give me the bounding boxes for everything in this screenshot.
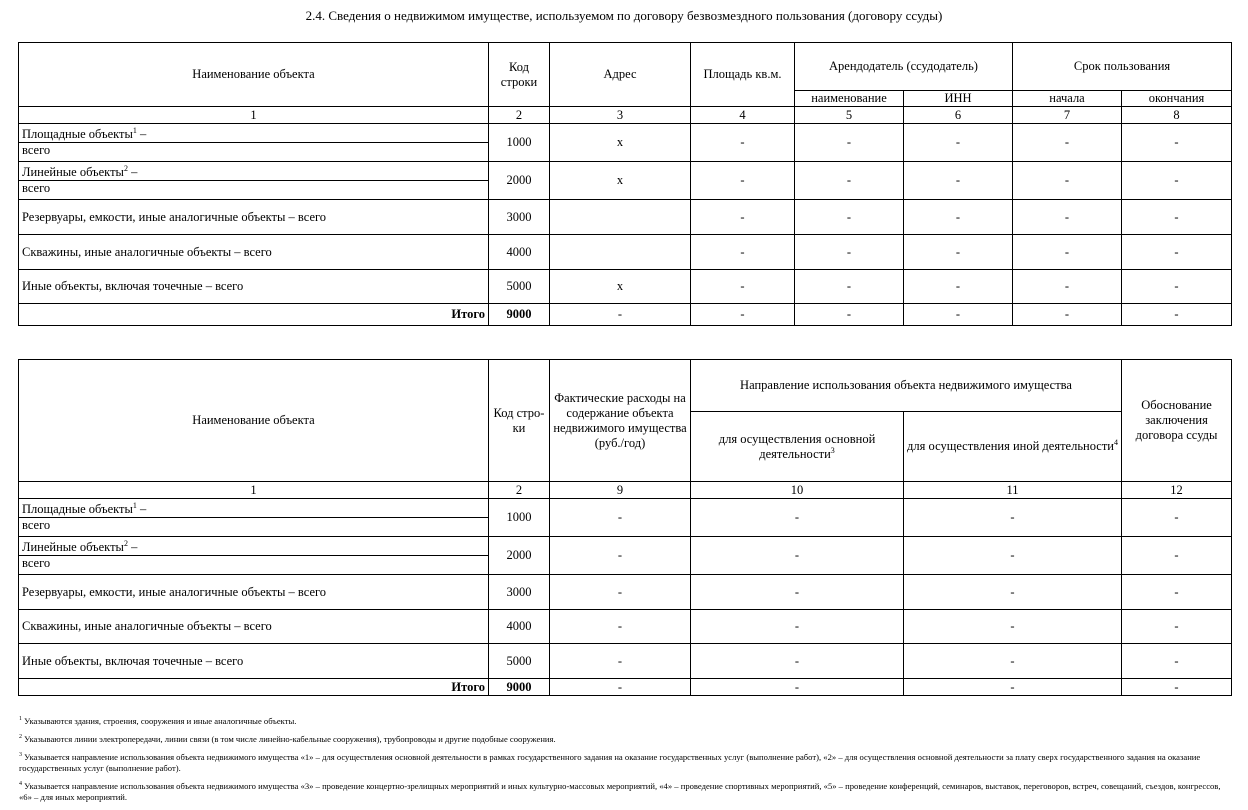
cell-address: x	[550, 162, 691, 200]
cell-area: -	[691, 162, 795, 200]
row-code: 1000	[489, 124, 550, 162]
total-label: Итого	[19, 304, 489, 326]
cell-lessor-name: -	[795, 124, 904, 162]
header-term: Срок пользования	[1013, 43, 1232, 91]
column-number: 8	[1122, 107, 1232, 124]
total-row	[19, 304, 1232, 326]
row-code: 2000	[489, 162, 550, 200]
row-name: Скважины, иные аналогичные объекты – всего	[19, 235, 489, 270]
footnote: $^2$ Указываются линии электропередачи, линии связи (в том числе линейно-кабельные сооружения), трубопроводы и другие подобные сооружения.	[19, 734, 556, 744]
header-other-activity: для осуществления иной деятельности$^4$	[904, 412, 1122, 482]
column-number: 10	[691, 482, 904, 499]
column-number: 3	[550, 107, 691, 124]
cell-term-start: -	[1013, 235, 1122, 270]
footnote: $^4$ Указывается направление использования объекта недвижимого имущества «3» – проведение концертно-зрелищных мероприятий и иных культурно-массовых мероприятий, «4» – проведение спортивных мероприятий, «5» – проведение конференций, семинаров, выставок, переговоров, встреч, совещаний, съездов, конгрессов, «6» – для иных мероприятий.	[19, 781, 1221, 802]
column-number: 2	[489, 107, 550, 124]
cell-lessor-inn: -	[904, 235, 1013, 270]
cell-main-activity: -	[691, 575, 904, 610]
column-numbers-row	[19, 482, 1232, 499]
cell-basis: -	[1122, 610, 1232, 644]
cell-expenses: -	[550, 644, 691, 679]
cell-lessor-inn: -	[904, 270, 1013, 304]
cell-address	[550, 235, 691, 270]
total-cell: -	[1122, 679, 1232, 696]
row-name: Резервуары, емкости, иные аналогичные объекты – всего	[19, 575, 489, 610]
cell-main-activity: -	[691, 610, 904, 644]
header-address: Адрес	[550, 43, 691, 107]
total-code: 9000	[489, 304, 550, 326]
cell-term-end: -	[1122, 235, 1232, 270]
header-direction: Направление использования объекта недвижимого имущества	[691, 360, 1122, 412]
row-name: Линейные объекты$^2$ – всего	[19, 537, 489, 575]
cell-term-start: -	[1013, 124, 1122, 162]
cell-lessor-inn: -	[904, 162, 1013, 200]
row-name: Иные объекты, включая точечные – всего	[19, 644, 489, 679]
footnote: $^1$ Указываются здания, строения, сооружения и иные аналогичные объекты.	[19, 716, 297, 726]
cell-lessor-name: -	[795, 235, 904, 270]
cell-basis: -	[1122, 537, 1232, 575]
table-property-usage	[18, 359, 1232, 696]
column-number: 4	[691, 107, 795, 124]
cell-expenses: -	[550, 499, 691, 537]
cell-other-activity: -	[904, 644, 1122, 679]
header-area: Площадь кв.м.	[691, 43, 795, 107]
column-number: 1	[19, 482, 489, 499]
header-main-activity: для осуществления основной деятельности$^3$	[691, 412, 904, 482]
table-row	[19, 270, 1232, 304]
table-row	[19, 200, 1232, 235]
cell-other-activity: -	[904, 537, 1122, 575]
cell-other-activity: -	[904, 499, 1122, 537]
cell-area: -	[691, 124, 795, 162]
total-row	[19, 679, 1232, 696]
cell-term-end: -	[1122, 124, 1232, 162]
table-row	[19, 235, 1232, 270]
cell-lessor-inn: -	[904, 124, 1013, 162]
footnotes	[19, 716, 1229, 810]
header-term-start: начала	[1013, 91, 1122, 107]
total-cell: -	[904, 304, 1013, 326]
total-cell: -	[904, 679, 1122, 696]
row-code: 1000	[489, 499, 550, 537]
total-code: 9000	[489, 679, 550, 696]
row-code: 5000	[489, 270, 550, 304]
table-row	[19, 499, 1232, 537]
total-cell: -	[550, 679, 691, 696]
table-row	[19, 575, 1232, 610]
header-lessor-name: наименование	[795, 91, 904, 107]
row-code: 2000	[489, 537, 550, 575]
row-name: Линейные объекты$^2$ – всего	[19, 162, 489, 200]
header-term-end: окончания	[1122, 91, 1232, 107]
total-cell: -	[691, 304, 795, 326]
cell-area: -	[691, 200, 795, 235]
total-cell: -	[1122, 304, 1232, 326]
table-property-lease	[18, 42, 1232, 326]
total-cell: -	[1013, 304, 1122, 326]
cell-lessor-name: -	[795, 162, 904, 200]
column-number: 5	[795, 107, 904, 124]
cell-expenses: -	[550, 575, 691, 610]
header-name: Наименование объекта	[19, 360, 489, 482]
cell-term-end: -	[1122, 200, 1232, 235]
footnote: $^3$ Указывается направление использования объекта недвижимого имущества «1» – для осуществления основной деятельности в рамках государственного задания на оказание государственных услуг (выполнение работ), «2» – для осуществления основной деятельности за плату сверх государственного задания на оказание государственных услуг (выполнение работ).	[19, 752, 1201, 773]
table-row	[19, 162, 1232, 200]
cell-area: -	[691, 270, 795, 304]
column-number: 1	[19, 107, 489, 124]
total-cell: -	[691, 679, 904, 696]
column-numbers-row	[19, 107, 1232, 124]
row-code: 4000	[489, 610, 550, 644]
cell-term-end: -	[1122, 162, 1232, 200]
cell-other-activity: -	[904, 575, 1122, 610]
cell-expenses: -	[550, 610, 691, 644]
cell-main-activity: -	[691, 644, 904, 679]
cell-address: x	[550, 124, 691, 162]
table-row	[19, 537, 1232, 575]
table-row	[19, 124, 1232, 162]
row-name: Площадные объекты$^1$ – всего	[19, 499, 489, 537]
cell-term-end: -	[1122, 270, 1232, 304]
total-cell: -	[550, 304, 691, 326]
column-number: 6	[904, 107, 1013, 124]
header-basis: Обоснование заключения договора ссуды	[1122, 360, 1232, 482]
row-code: 5000	[489, 644, 550, 679]
cell-term-start: -	[1013, 200, 1122, 235]
header-name: Наименование объекта	[19, 43, 489, 107]
cell-term-start: -	[1013, 162, 1122, 200]
header-expenses: Фактические расходы на содержание объекта недвижимого имущества (руб./год)	[550, 360, 691, 482]
cell-area: -	[691, 235, 795, 270]
cell-basis: -	[1122, 575, 1232, 610]
column-number: 2	[489, 482, 550, 499]
cell-expenses: -	[550, 537, 691, 575]
cell-basis: -	[1122, 499, 1232, 537]
cell-address: x	[550, 270, 691, 304]
cell-basis: -	[1122, 644, 1232, 679]
cell-main-activity: -	[691, 537, 904, 575]
row-name: Скважины, иные аналогичные объекты – всего	[19, 610, 489, 644]
header-lessor: Арендодатель (ссудодатель)	[795, 43, 1013, 91]
header-lessor-inn: ИНН	[904, 91, 1013, 107]
table-row	[19, 610, 1232, 644]
cell-lessor-inn: -	[904, 200, 1013, 235]
column-number: 12	[1122, 482, 1232, 499]
column-number: 7	[1013, 107, 1122, 124]
header-code: Код строки	[489, 43, 550, 107]
cell-lessor-name: -	[795, 200, 904, 235]
cell-term-start: -	[1013, 270, 1122, 304]
header-code: Код стро-ки	[489, 360, 550, 482]
total-cell: -	[795, 304, 904, 326]
section-title: 2.4. Сведения о недвижимом имуществе, используемом по договору безвозмездного пользования (договору ссуды)	[305, 8, 943, 23]
row-name: Площадные объекты$^1$ – всего	[19, 124, 489, 162]
cell-other-activity: -	[904, 610, 1122, 644]
cell-lessor-name: -	[795, 270, 904, 304]
column-number: 11	[904, 482, 1122, 499]
row-name: Резервуары, емкости, иные аналогичные объекты – всего	[19, 200, 489, 235]
column-number: 9	[550, 482, 691, 499]
row-name: Иные объекты, включая точечные – всего	[19, 270, 489, 304]
cell-address	[550, 200, 691, 235]
cell-main-activity: -	[691, 499, 904, 537]
row-code: 4000	[489, 235, 550, 270]
total-label: Итого	[19, 679, 489, 696]
table-row	[19, 644, 1232, 679]
row-code: 3000	[489, 200, 550, 235]
row-code: 3000	[489, 575, 550, 610]
